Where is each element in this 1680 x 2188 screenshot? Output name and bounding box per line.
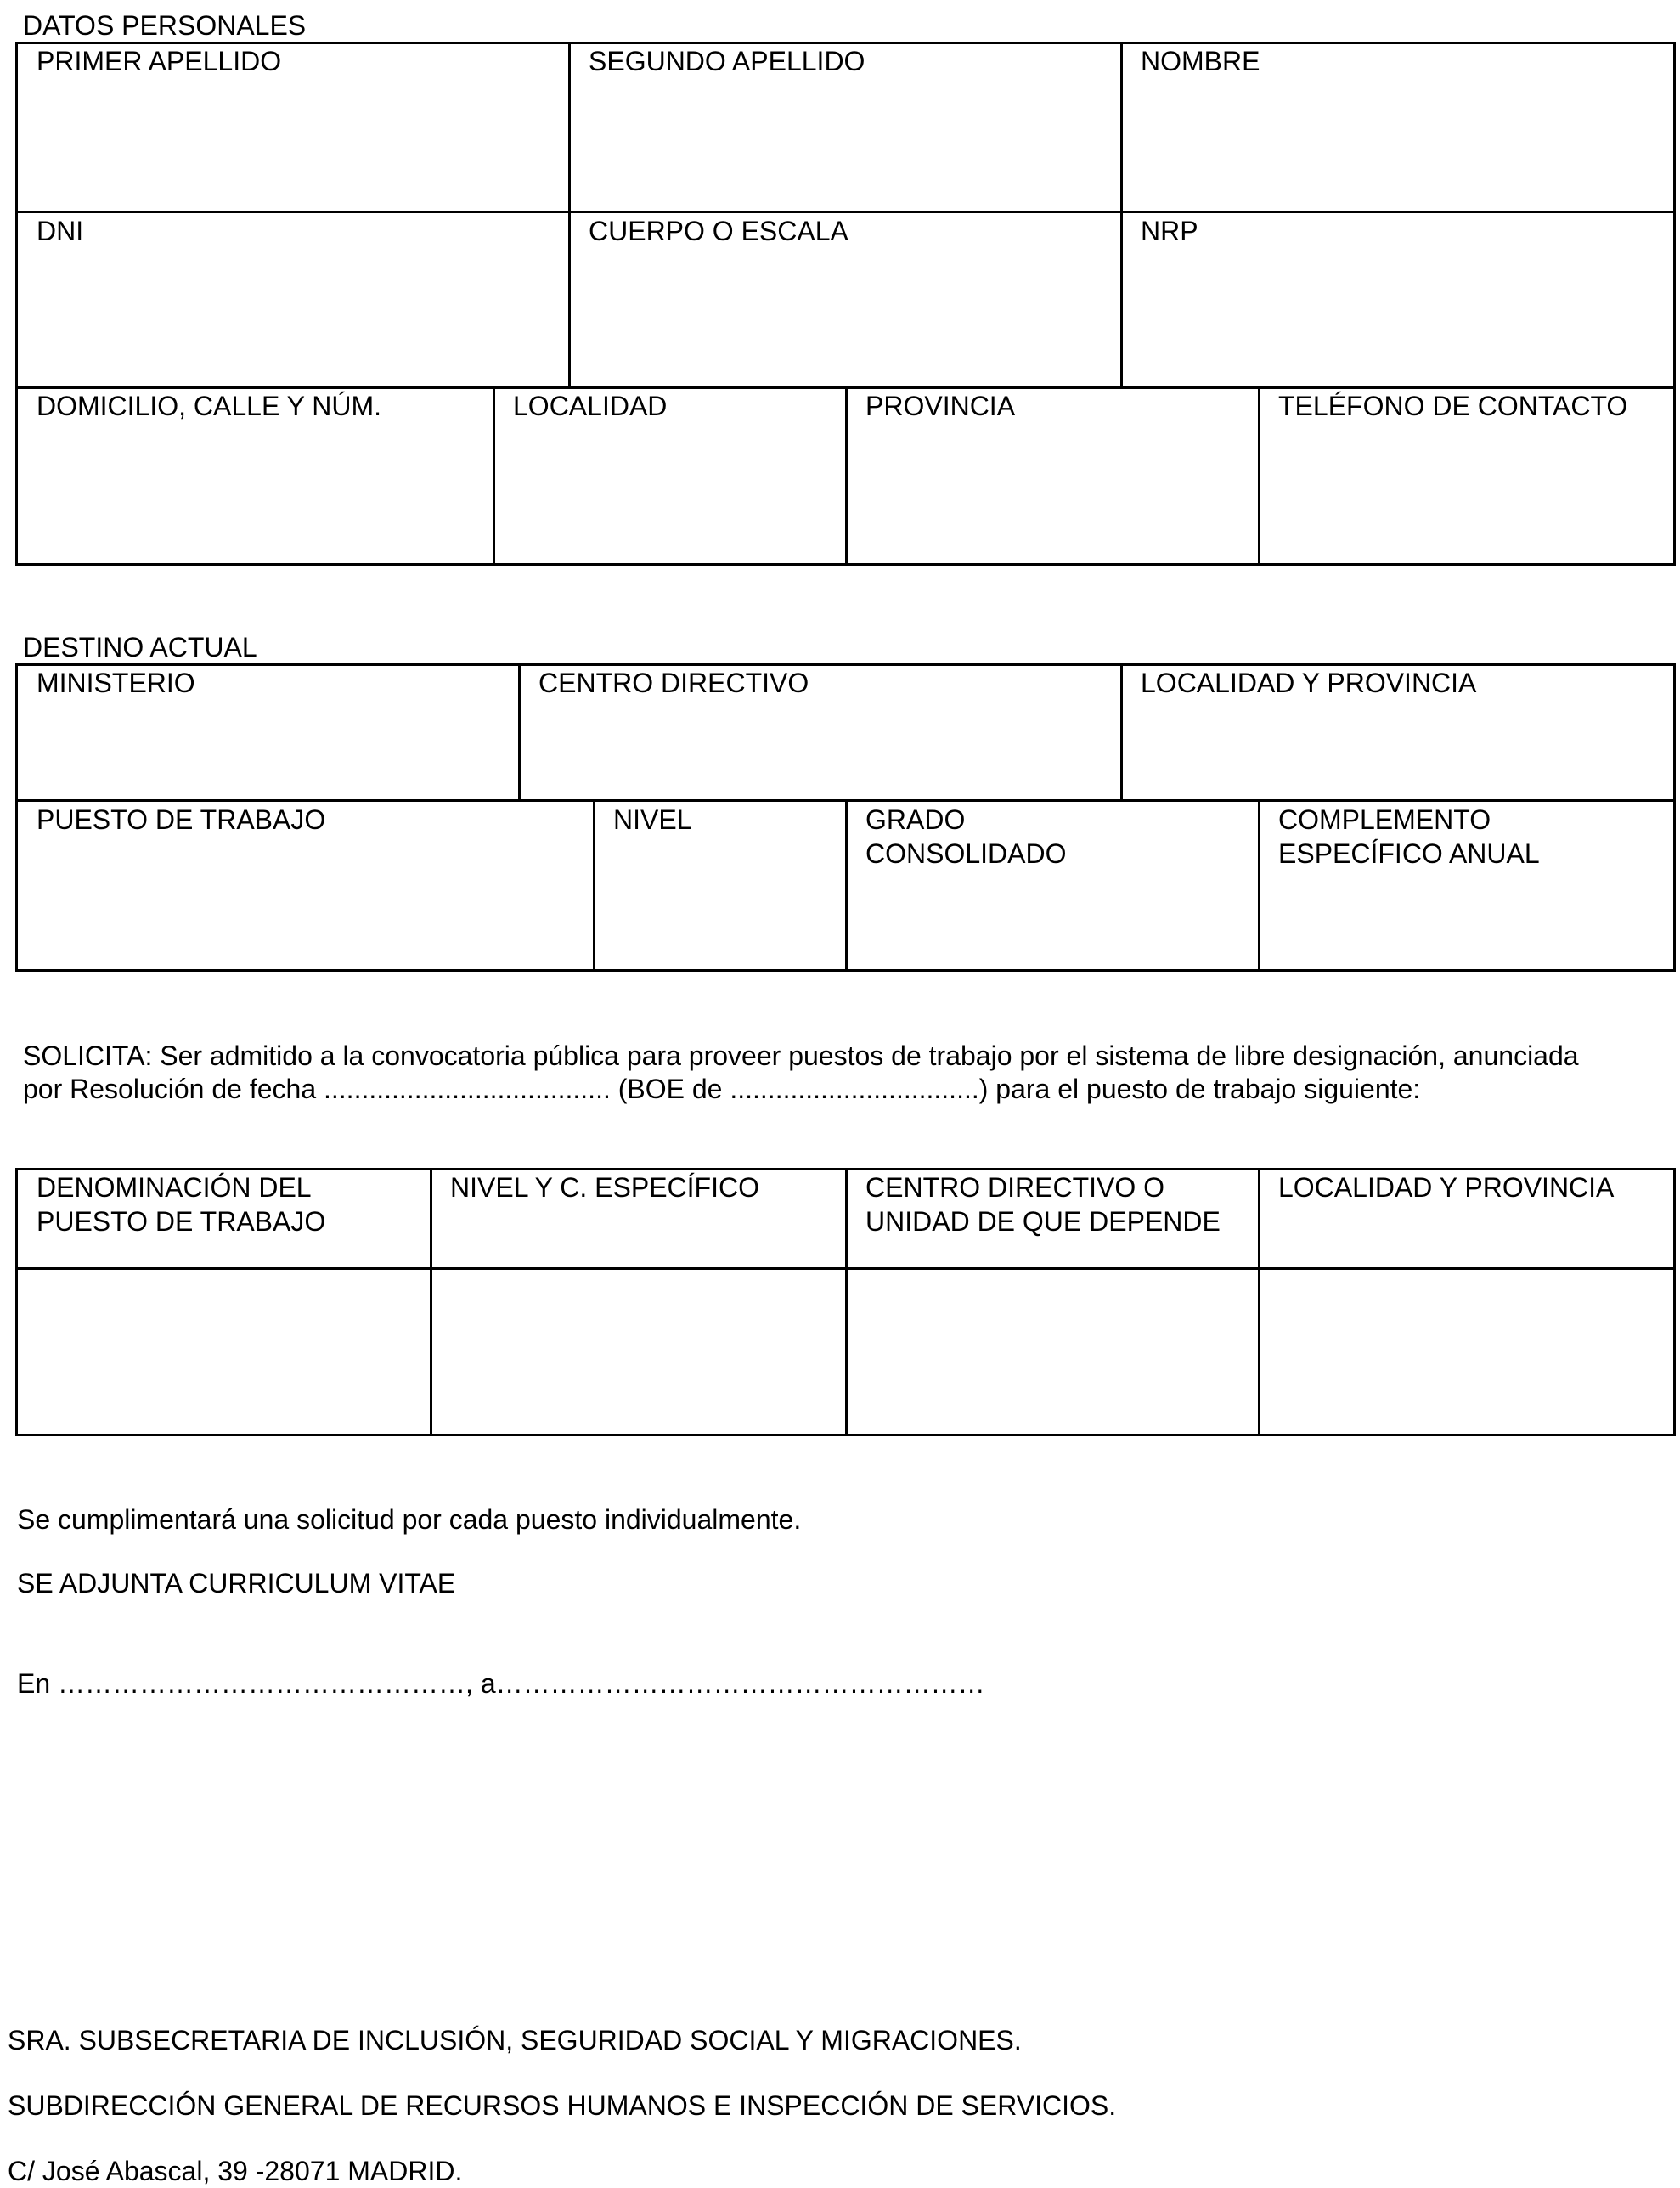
datos-personales-title: DATOS PERSONALES (23, 10, 307, 41)
input-localidad-provincia[interactable] (1260, 1270, 1673, 1434)
header-nivel-especifico: NIVEL Y C. ESPECÍFICO (450, 1172, 759, 1203)
field-localidad[interactable]: LOCALIDAD (513, 391, 668, 421)
header-centro-directivo: CENTRO DIRECTIVO O UNIDAD DE QUE DEPENDE (865, 1172, 1221, 1237)
divider (1258, 799, 1260, 972)
field-domicilio[interactable]: DOMICILIO, CALLE Y NÚM. (37, 391, 382, 421)
header-localidad-provincia: LOCALIDAD Y PROVINCIA (1278, 1172, 1615, 1203)
solicita-line2: por Resolución de fecha ...................................... (BOE de .................................) para el puesto de trabajo siguiente: (23, 1074, 1421, 1104)
divider (1120, 663, 1123, 801)
footer-addressee: SRA. SUBSECRETARIA DE INCLUSIÓN, SEGURIDAD SOCIAL Y MIGRACIONES. (8, 2025, 1022, 2055)
input-nivel-especifico[interactable] (432, 1270, 845, 1434)
divider (493, 386, 495, 566)
divider (518, 663, 521, 801)
divider (845, 386, 848, 566)
destino-actual-title: DESTINO ACTUAL (23, 632, 257, 663)
input-denominacion[interactable] (18, 1270, 430, 1434)
field-grado-consolidado[interactable]: GRADO CONSOLIDADO (865, 804, 1067, 869)
field-nivel[interactable]: NIVEL (613, 804, 692, 835)
field-complemento-especifico[interactable]: COMPLEMENTO ESPECÍFICO ANUAL (1278, 804, 1540, 869)
header-denominacion: DENOMINACIÓN DEL PUESTO DE TRABAJO (37, 1172, 326, 1237)
field-cuerpo-escala[interactable]: CUERPO O ESCALA (589, 216, 848, 246)
field-telefono[interactable]: TELÉFONO DE CONTACTO (1278, 391, 1628, 421)
divider (15, 211, 1676, 213)
divider (568, 42, 571, 388)
footer-address: C/ José Abascal, 39 -28071 MADRID. (8, 2156, 463, 2186)
solicita-line1: SOLICITA: Ser admitido a la convocatoria pública para proveer puestos de trabajo por el sistema de libre designación, anunciada (23, 1040, 1579, 1071)
field-puesto-trabajo[interactable]: PUESTO DE TRABAJO (37, 804, 326, 835)
divider (1120, 42, 1123, 388)
divider (845, 799, 848, 972)
field-dni[interactable]: DNI (37, 216, 84, 246)
place-date-line[interactable]: En ………………………………………, a……………………………………………… (17, 1668, 985, 1699)
field-primer-apellido[interactable]: PRIMER APELLIDO (37, 46, 282, 76)
field-provincia[interactable]: PROVINCIA (865, 391, 1016, 421)
input-centro-directivo[interactable] (848, 1270, 1258, 1434)
note-individual: Se cumplimentará una solicitud por cada puesto individualmente. (17, 1504, 802, 1535)
note-curriculum: SE ADJUNTA CURRICULUM VITAE (17, 1568, 456, 1599)
footer-subdirection: SUBDIRECCIÓN GENERAL DE RECURSOS HUMANOS E INSPECCIÓN DE SERVICIOS. (8, 2090, 1117, 2121)
field-ministerio[interactable]: MINISTERIO (37, 668, 195, 698)
field-nombre[interactable]: NOMBRE (1141, 46, 1260, 76)
field-segundo-apellido[interactable]: SEGUNDO APELLIDO (589, 46, 865, 76)
field-centro-directivo[interactable]: CENTRO DIRECTIVO (538, 668, 809, 698)
field-localidad-provincia[interactable]: LOCALIDAD Y PROVINCIA (1141, 668, 1477, 698)
field-nrp[interactable]: NRP (1141, 216, 1198, 246)
divider (593, 799, 595, 972)
divider (1258, 386, 1260, 566)
